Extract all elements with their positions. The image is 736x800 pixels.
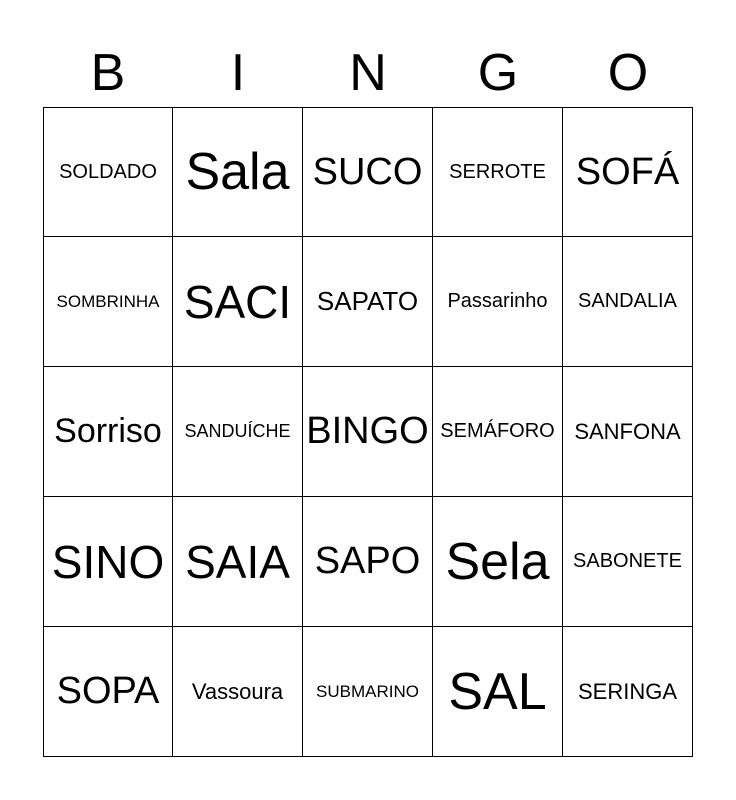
bingo-cell: SAPO <box>303 497 433 627</box>
bingo-cell: BINGO <box>303 367 433 497</box>
bingo-cell: Sorriso <box>43 367 173 497</box>
bingo-cell: SUBMARINO <box>303 627 433 757</box>
header-letter-n: N <box>349 44 387 102</box>
header-letter-o: O <box>607 44 649 102</box>
bingo-cell: SAIA <box>173 497 303 627</box>
bingo-cell: SOPA <box>43 627 173 757</box>
bingo-cell: SUCO <box>303 107 433 237</box>
bingo-cell: Vassoura <box>173 627 303 757</box>
bingo-cell: SABONETE <box>563 497 693 627</box>
bingo-cell: SACI <box>173 237 303 367</box>
bingo-cell: SEMÁFORO <box>433 367 563 497</box>
bingo-cell: SOFÁ <box>563 107 693 237</box>
bingo-cell: SAPATO <box>303 237 433 367</box>
header-letter-b: B <box>90 44 126 102</box>
bingo-cell: SANDALIA <box>563 237 693 367</box>
bingo-cell: SANFONA <box>563 367 693 497</box>
bingo-cell: SERINGA <box>563 627 693 757</box>
bingo-cell: SOMBRINHA <box>43 237 173 367</box>
header-letter-g: G <box>477 44 519 102</box>
bingo-cell: Sala <box>173 107 303 237</box>
bingo-cell: SOLDADO <box>43 107 173 237</box>
bingo-cell: SANDUÍCHE <box>173 367 303 497</box>
bingo-cell: SINO <box>43 497 173 627</box>
bingo-cell: Sela <box>433 497 563 627</box>
bingo-header <box>43 40 693 106</box>
header-letter-i: I <box>230 44 246 102</box>
bingo-card-grid <box>43 107 693 757</box>
bingo-cell: SAL <box>433 627 563 757</box>
bingo-cell: SERROTE <box>433 107 563 237</box>
bingo-cell: Passarinho <box>433 237 563 367</box>
